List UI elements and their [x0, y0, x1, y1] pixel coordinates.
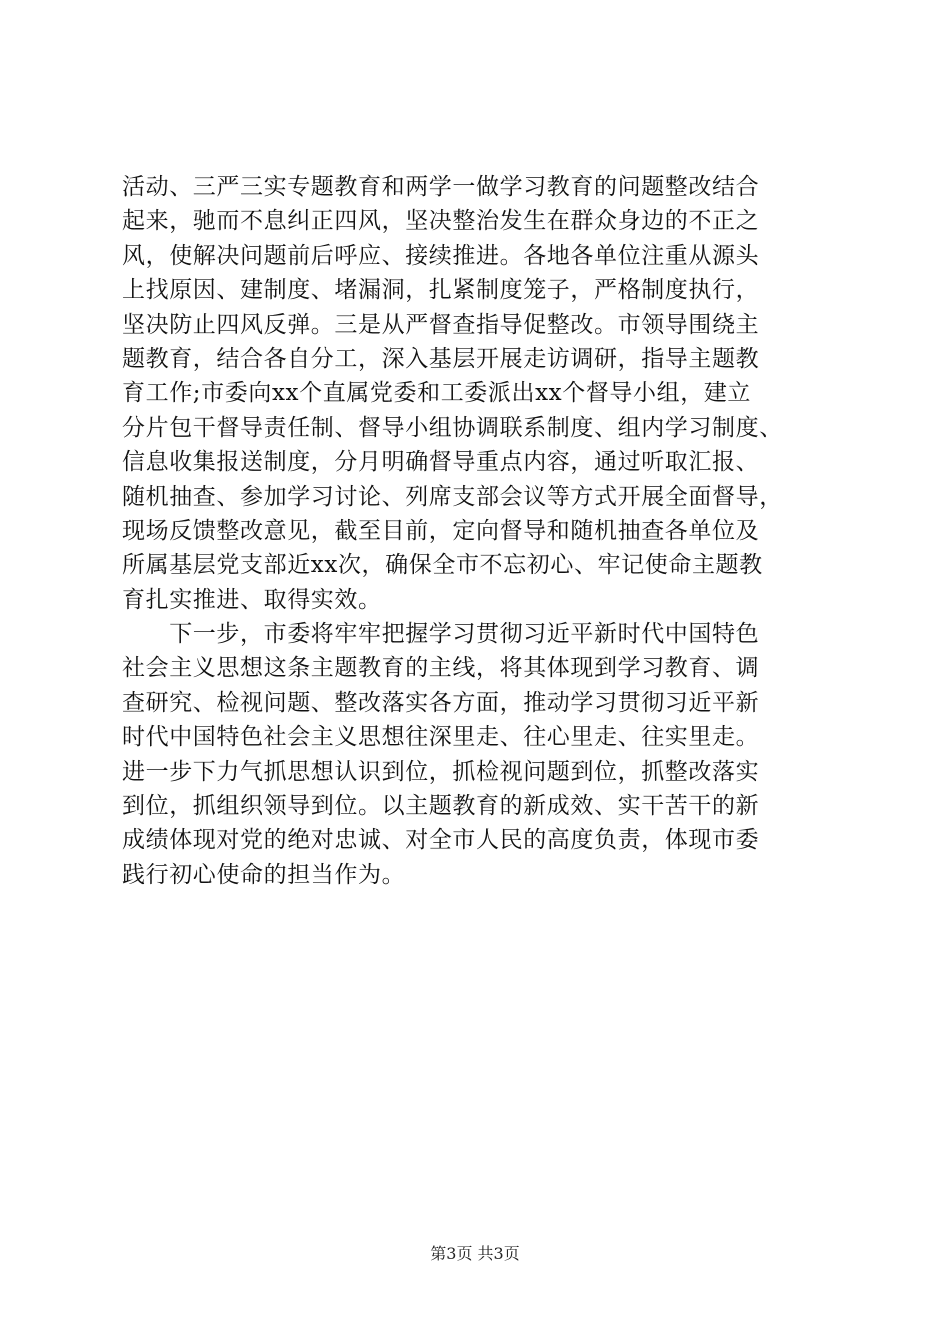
- text-line: 时代中国特色社会主义思想往深里走、往心里走、往实里走。: [122, 724, 760, 751]
- text-line: 育扎实推进、取得实效。: [122, 586, 382, 613]
- text-line: 践行初心使命的担当作为。: [122, 861, 406, 888]
- body-text: [122, 170, 834, 892]
- paragraph-start-line: 下一步，市委将牢牢把握学习贯彻习近平新时代中国特色: [122, 621, 760, 648]
- text-line: 育工作;市委向xx个直属党委和工委派出xx个督导小组，建立: [122, 380, 752, 407]
- text-line: 进一步下力气抓思想认识到位，抓检视问题到位，抓整改落实: [122, 758, 760, 785]
- text-line: 活动、三严三实专题教育和两学一做学习教育的问题整改结合: [122, 174, 760, 200]
- text-line: 起来，驰而不息纠正四风，坚决整治发生在群众身边的不正之: [122, 208, 760, 235]
- text-line: 风，使解决问题前后呼应、接续推进。各地各单位注重从源头: [122, 242, 760, 269]
- text-line: 社会主义思想这条主题教育的主线，将其体现到学习教育、调: [122, 655, 760, 682]
- text-line: 上找原因、建制度、堵漏洞，扎紧制度笼子，严格制度执行，: [122, 277, 760, 304]
- text-line: 题教育，结合各自分工，深入基层开展走访调研，指导主题教: [122, 345, 760, 372]
- text-line: 所属基层党支部近xx次，确保全市不忘初心、牢记使命主题教: [122, 552, 763, 579]
- text-line: 到位，抓组织领导到位。以主题教育的新成效、实干苦干的新: [122, 793, 760, 820]
- text-line: 分片包干督导责任制、督导小组协调联系制度、组内学习制度、: [122, 414, 783, 441]
- text-line: 查研究、检视问题、整改落实各方面，推动学习贯彻习近平新: [122, 689, 760, 716]
- text-line: 成绩体现对党的绝对忠诚、对全市人民的高度负责，体现市委: [122, 827, 760, 854]
- text-line: 坚决防止四风反弹。三是从严督查指导促整改。市领导围绕主: [122, 311, 760, 338]
- text-line: 现场反馈整改意见，截至目前，定向督导和随机抽查各单位及: [122, 517, 760, 544]
- text-line: 随机抽查、参加学习讨论、列席支部会议等方式开展全面督导，: [122, 483, 783, 510]
- page-number-footer: 第3页 共3页: [430, 1244, 520, 1263]
- text-line: 信息收集报送制度，分月明确督导重点内容，通过听取汇报、: [122, 449, 760, 476]
